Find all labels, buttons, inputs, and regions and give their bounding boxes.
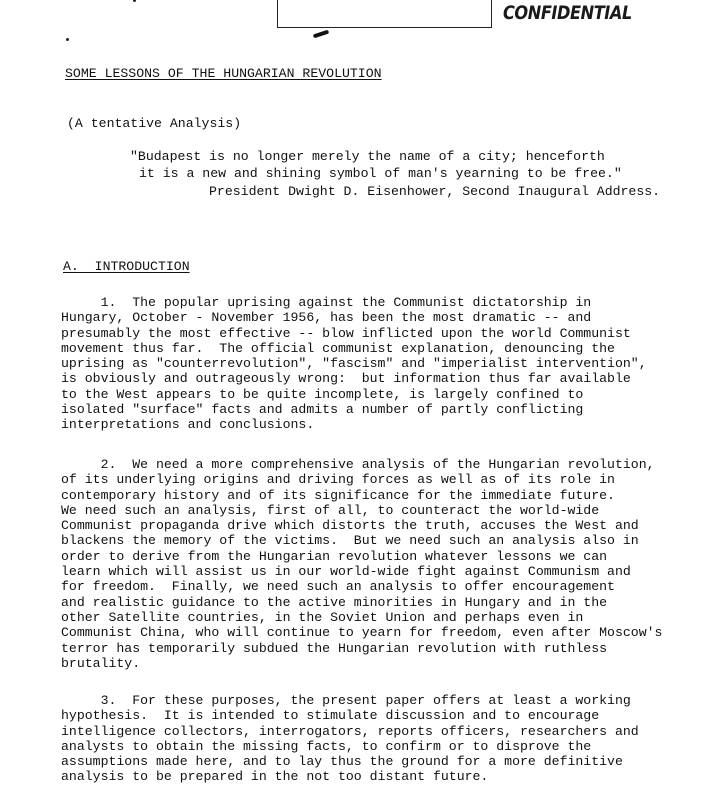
paragraph-line: Communist China, who will continue to yearn for freedom, even after Moscow's [61, 625, 663, 641]
paragraph-line: terror has temporarily subdued the Hungarian revolution with ruthless [61, 640, 608, 656]
paragraph-line: to the West appears to be quite incomplete, is largely confined to [61, 386, 584, 402]
paragraph-line: hypothesis. It is intended to stimulate discussion and to encourage [61, 708, 600, 724]
paragraph-line: for freedom. Finally, we need such an analysis to offer encouragement [61, 579, 615, 595]
classification-box [277, 0, 492, 28]
paragraph-2 [61, 457, 681, 671]
quote-line: it is a new and shining symbol of man's yearning to be free." [139, 166, 622, 181]
paragraph-line: order to derive from the Hungarian revolution whatever lessons we can [61, 548, 608, 564]
paragraph-line: is obviously and outrageously wrong: but information thus far available [61, 371, 631, 387]
paragraph-line: assumptions made here, and to lay thus the ground for a more definitive [61, 754, 623, 770]
scan-speck [66, 38, 69, 41]
paragraph-line: Communist propaganda drive which distorts the truth, accuses the West and [61, 518, 639, 534]
paragraph-line: presumably the most effective -- blow inflicted upon the world Communist [61, 325, 631, 341]
paragraph-line: brutality. [61, 655, 141, 671]
paragraph-line: We need such an analysis, first of all, to counteract the world-wide [61, 502, 600, 518]
paragraph-line: Hungary, October - November 1956, has been the most dramatic -- and [61, 310, 592, 326]
paragraph-line: 2. We need a more comprehensive analysis of the Hungarian revolution, [61, 457, 655, 472]
paragraph-line: analysts to obtain the missing facts, to confirm or to disprove the [61, 738, 592, 754]
paragraph-line: 3. For these purposes, the present paper offers at least a working [61, 693, 631, 708]
pen-mark [313, 30, 329, 39]
paragraph-line: uprising as "counterrevolution", "fascism" and "imperialist intervention", [61, 356, 647, 372]
paragraph-line: interpretations and conclusions. [61, 417, 315, 433]
document-title: SOME LESSONS OF THE HUNGARIAN REVOLUTION [65, 66, 382, 81]
paragraph-line: isolated "surface" facts and admits a number of partly conflicting [61, 402, 584, 418]
paragraph-3 [61, 693, 681, 785]
paragraph-line: other Satellite countries, in the Soviet Union and perhaps even in [61, 609, 584, 625]
paragraph-line: contemporary history and of its significance for the immediate future. [61, 487, 615, 503]
section-heading: A. INTRODUCTION [63, 259, 190, 274]
quote-attribution: President Dwight D. Eisenhower, Second Inaugural Address. [209, 184, 661, 199]
scan-speck [133, 0, 136, 2]
document-subtitle: (A tentative Analysis) [67, 116, 242, 131]
paragraph-line: 1. The popular uprising against the Communist dictatorship in [61, 295, 592, 310]
paragraph-line: movement thus far. The official communist explanation, denouncing the [61, 340, 615, 356]
paragraph-line: analysis to be prepared in the not too distant future. [61, 769, 489, 785]
paragraph-1 [61, 295, 681, 433]
quote-line: "Budapest is no longer merely the name of a city; henceforth [130, 149, 605, 164]
paragraph-line: learn which will assist us in our world-wide fight against Communism and [61, 564, 631, 580]
paragraph-line: of its underlying origins and driving forces as well as of its role in [61, 472, 615, 488]
confidential-stamp: CONFIDENTIAL [503, 2, 632, 24]
paragraph-line: blackens the memory of the victims. But we need such an analysis also in [61, 533, 639, 549]
paragraph-line: intelligence collectors, interrogators, reports officers, researchers and [61, 723, 639, 739]
paragraph-line: and realistic guidance to the active minorities in Hungary and in the [61, 594, 608, 610]
